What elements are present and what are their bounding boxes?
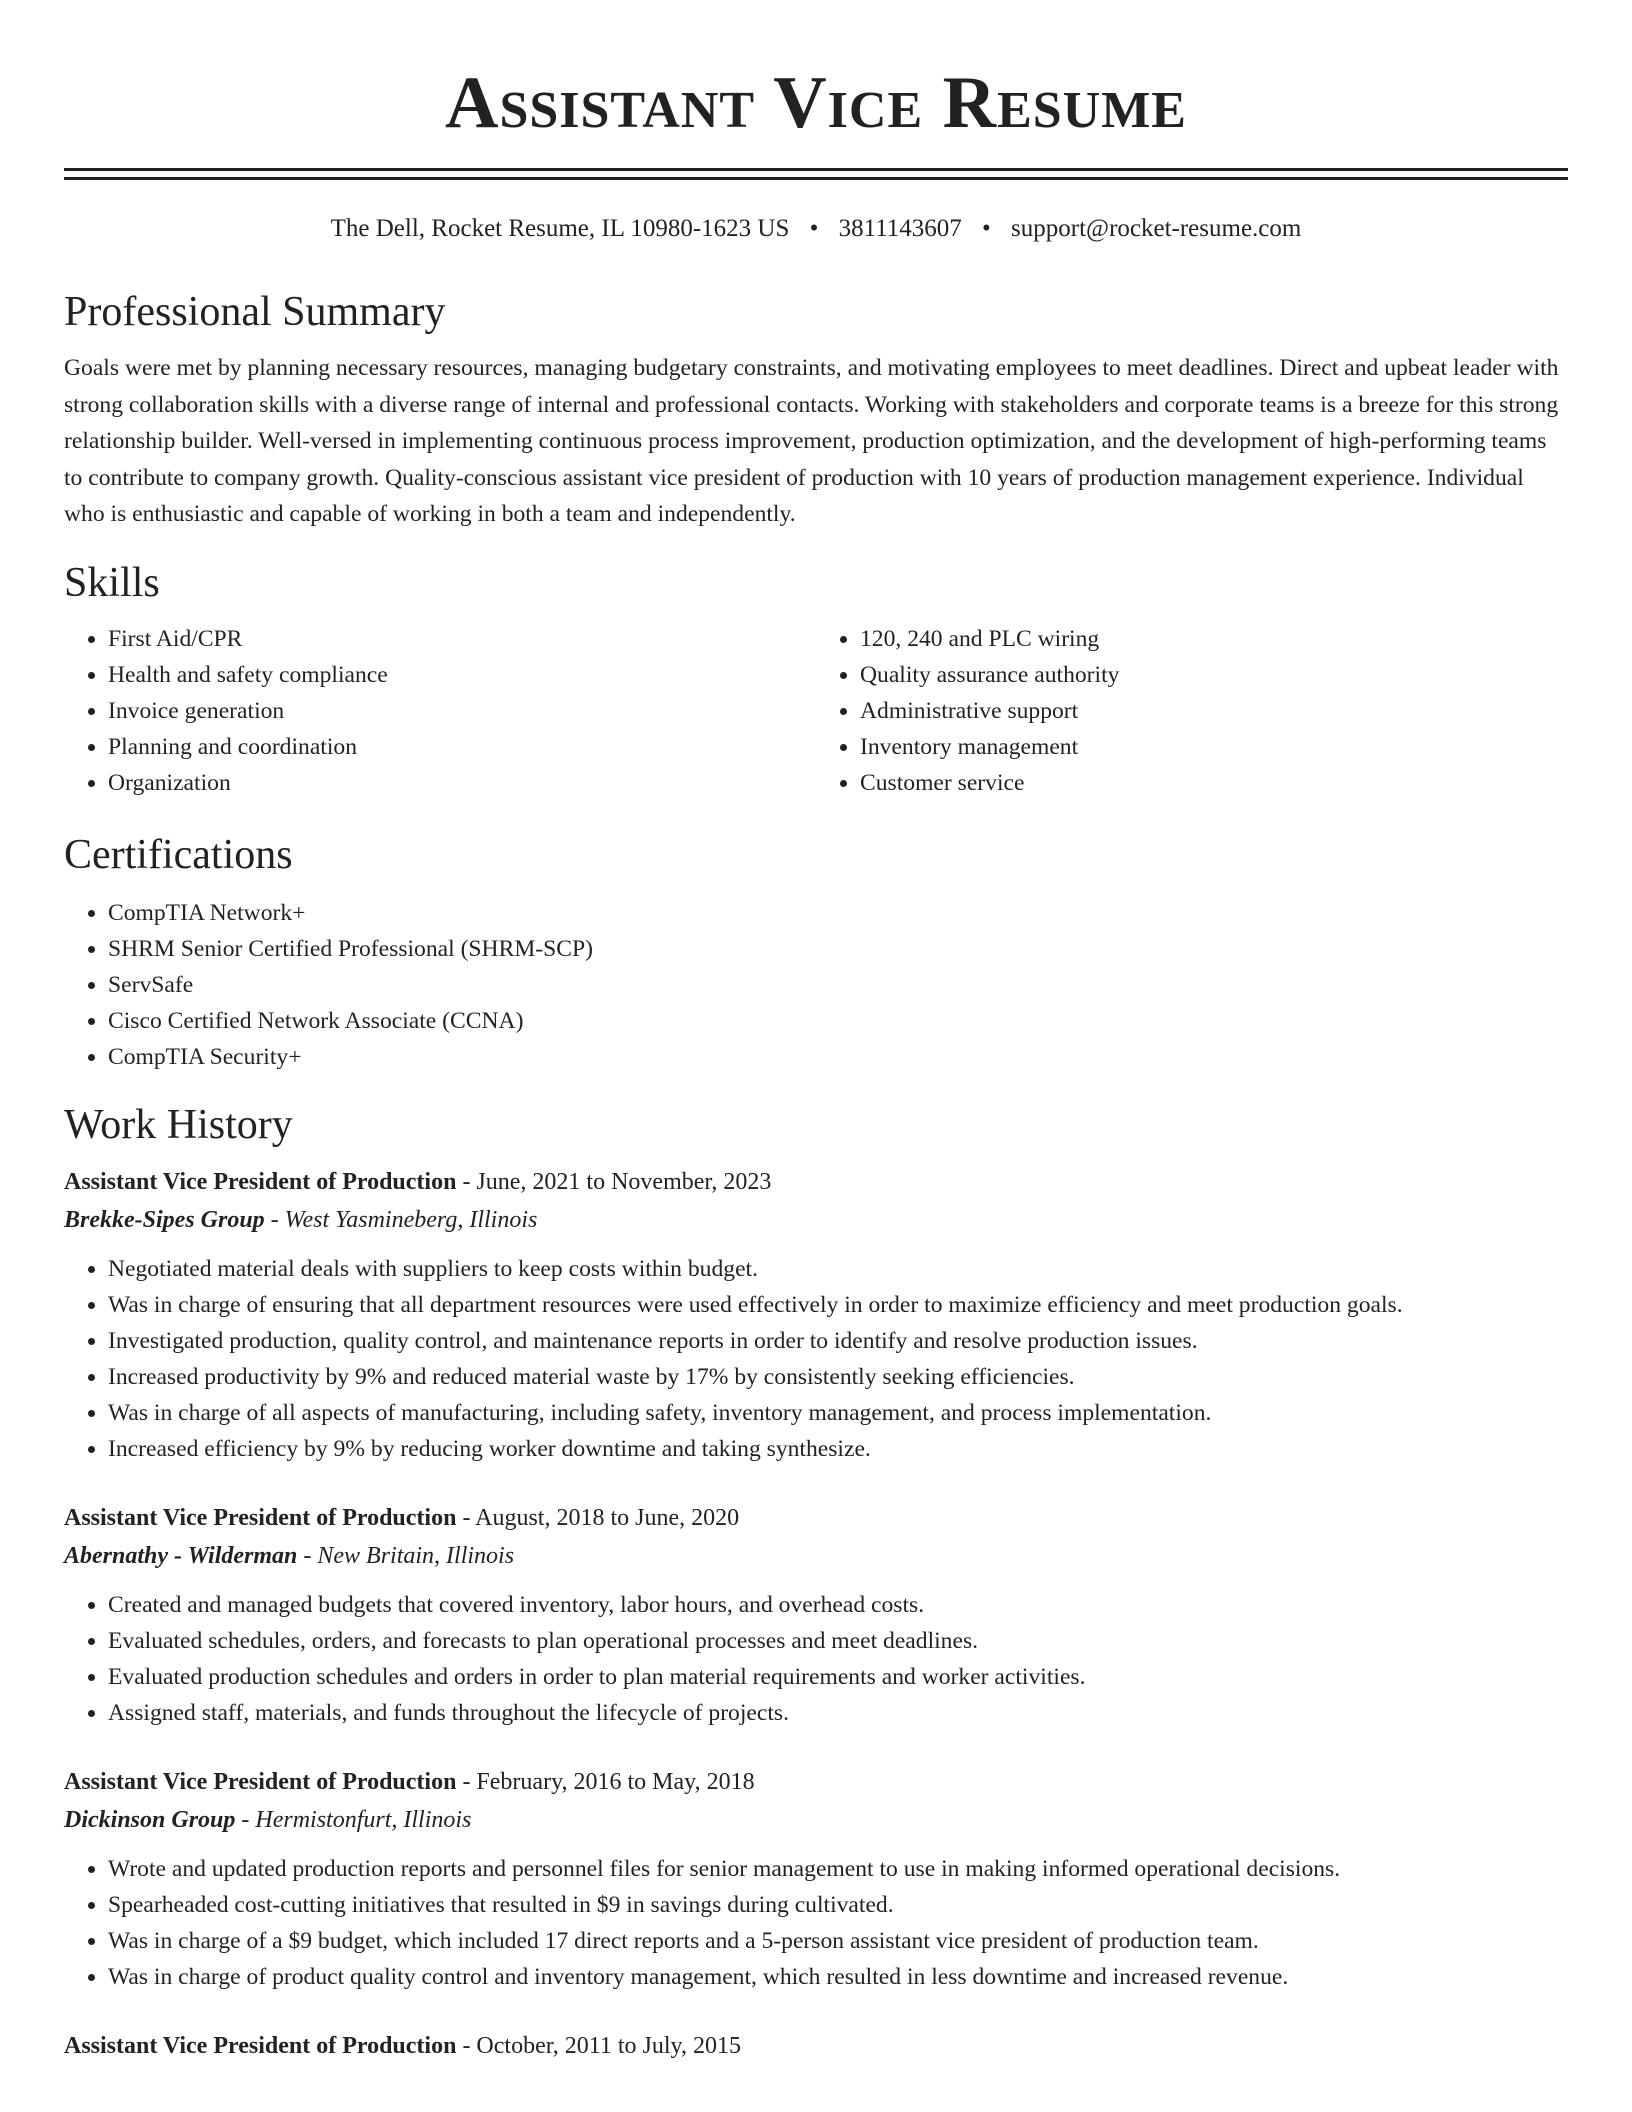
skills-list-left — [64, 621, 816, 801]
summary-heading: Professional Summary — [64, 289, 446, 335]
resume-page — [64, 0, 1568, 2065]
contact-email[interactable]: support@rocket-resume.com — [1011, 215, 1302, 242]
skill-item: • Inventory management — [860, 729, 1568, 765]
contact-line — [64, 213, 1568, 245]
job-dates: - October, 2011 to July, 2015 — [456, 2032, 741, 2059]
job-company-line — [64, 1801, 1568, 1839]
job-company: Abernathy - Wilderman — [64, 1542, 298, 1569]
skill-item: • Organization — [108, 765, 816, 801]
resume-title: Assistant Vice Resume — [445, 62, 1187, 144]
job-dates: - February, 2016 to May, 2018 — [456, 1768, 755, 1795]
job-dates: - August, 2018 to June, 2020 — [456, 1504, 740, 1531]
job-bullet: • Spearheaded cost-cutting initiatives that resulted in $9 in savings during cultivated. — [108, 1887, 1568, 1923]
contact-phone: 3811143607 — [838, 215, 962, 242]
skills-heading: Skills — [64, 559, 160, 606]
skill-item: • 120, 240 and PLC wiring — [860, 621, 1568, 657]
skill-item: • Health and safety compliance — [108, 657, 816, 693]
certifications-heading: Certifications — [64, 831, 293, 878]
certification-item: • ServSafe — [108, 967, 1568, 1003]
job-bullets — [64, 1851, 1568, 1995]
job-bullets — [64, 1587, 1568, 1731]
summary-text: Goals were met by planning necessary resources, managing budgetary constraints, and motivating employees to meet deadlines. Direct and upbeat leader with strong collaboration skills with a diverse range of internal and professional contacts. Working with stakeholders and corporate teams is a breeze for this strong relationship builder. Well-versed in implementing continuous process improvement, production optimization, and the development of high-performing teams to contribute to company growth. Quality-conscious assistant vice president of production with 10 years of production management experience. Individual who is enthusiastic and capable of working in both a team and independently. — [64, 355, 1559, 527]
job-company: Brekke-Sipes Group — [64, 1206, 265, 1233]
contact-separator: • — [982, 215, 991, 242]
job-location: - Hermistonfurt, Illinois — [235, 1806, 472, 1833]
job-title: Assistant Vice President of Production — [64, 2032, 457, 2059]
certification-item: • CompTIA Network+ — [108, 895, 1568, 931]
job-bullet: • Was in charge of all aspects of manufacturing, including safety, inventory management, and process implementation. — [108, 1395, 1568, 1431]
title-rule-top — [64, 168, 1568, 171]
job-bullets — [64, 1251, 1568, 1467]
job-location: - New Britain, Illinois — [297, 1542, 515, 1569]
job-bullet: • Wrote and updated production reports and personnel files for senior management to use in making informed operational decisions. — [108, 1851, 1568, 1887]
job-company-line — [64, 1201, 1568, 1239]
job-bullet: • Increased efficiency by 9% by reducing worker downtime and taking synthesize. — [108, 1431, 1568, 1467]
job-title-line — [64, 1499, 1568, 1537]
job-title: Assistant Vice President of Production — [64, 1504, 457, 1531]
job-bullet: • Was in charge of a $9 budget, which included 17 direct reports and a 5-person assistant vice president of production team. — [108, 1923, 1568, 1959]
job-bullet: • Evaluated production schedules and orders in order to plan material requirements and worker activities. — [108, 1659, 1568, 1695]
job-bullet: • Increased productivity by 9% and reduced material waste by 17% by consistently seeking efficiencies. — [108, 1359, 1568, 1395]
job-bullet: • Was in charge of ensuring that all department resources were used effectively in order to maximize efficiency and meet production goals. — [108, 1287, 1568, 1323]
job-bullet: • Was in charge of product quality control and inventory management, which resulted in less downtime and increased revenue. — [108, 1959, 1568, 1995]
skill-item: • Administrative support — [860, 693, 1568, 729]
job-entry — [64, 1163, 1568, 1467]
job-entry — [64, 2027, 1568, 2065]
certification-item: • CompTIA Security+ — [108, 1039, 1568, 1075]
job-company-line — [64, 1537, 1568, 1575]
skill-item: • Planning and coordination — [108, 729, 816, 765]
job-title: Assistant Vice President of Production — [64, 1168, 457, 1195]
job-title-line — [64, 1163, 1568, 1201]
job-bullet: • Negotiated material deals with suppliers to keep costs within budget. — [108, 1251, 1568, 1287]
contact-separator: • — [809, 215, 819, 242]
job-title-line — [64, 1763, 1568, 1801]
skills-columns — [64, 621, 1568, 801]
job-entry — [64, 1763, 1568, 1995]
skill-item: • Quality assurance authority — [860, 657, 1568, 693]
certification-item: • Cisco Certified Network Associate (CCNA) — [108, 1003, 1568, 1039]
job-company: Dickinson Group — [64, 1806, 236, 1833]
job-bullet: • Assigned staff, materials, and funds throughout the lifecycle of projects. — [108, 1695, 1568, 1731]
skill-item: • First Aid/CPR — [108, 621, 816, 657]
job-bullet: • Created and managed budgets that covered inventory, labor hours, and overhead costs. — [108, 1587, 1568, 1623]
job-title: Assistant Vice President of Production — [64, 1768, 457, 1795]
skills-list-right — [816, 621, 1568, 801]
certification-item: • SHRM Senior Certified Professional (SHRM-SCP) — [108, 931, 1568, 967]
title-rule-bottom — [64, 177, 1568, 180]
job-dates: - June, 2021 to November, 2023 — [456, 1168, 772, 1195]
job-title-line — [64, 2027, 1568, 2065]
job-bullet: • Evaluated schedules, orders, and forecasts to plan operational processes and meet deadlines. — [108, 1623, 1568, 1659]
certifications-list — [64, 895, 1568, 1075]
job-location: - West Yasmineberg, Illinois — [264, 1206, 538, 1233]
skill-item: • Invoice generation — [108, 693, 816, 729]
work-history-heading: Work History — [64, 1101, 293, 1148]
skill-item: • Customer service — [860, 765, 1568, 801]
job-bullet: • Investigated production, quality control, and maintenance reports in order to identify and resolve production issues. — [108, 1323, 1568, 1359]
job-entry — [64, 1499, 1568, 1731]
contact-address: The Dell, Rocket Resume, IL 10980-1623 US — [330, 215, 790, 242]
